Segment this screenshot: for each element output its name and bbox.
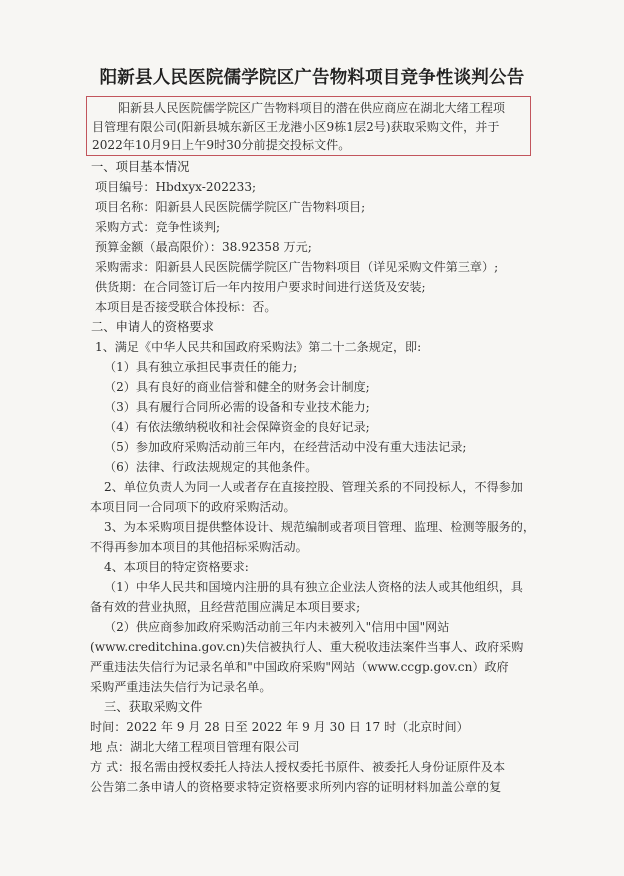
requirement-1-item: （2）具有良好的商业信誉和健全的财务会计制度; bbox=[104, 380, 370, 394]
requirement-1-item: （5）参加政府采购活动前三年内，在经营活动中没有重大违法记录; bbox=[104, 440, 467, 454]
requirement-4-item: 严重违法失信行为记录名单和"中国政府采购"网站（www.ccgp.gov.cn）政府 bbox=[90, 660, 509, 674]
notice-line: 2022年10月9日上午9时30分前提交投标文件。 bbox=[92, 138, 351, 152]
acquisition-time: 时间：2022 年 9 月 28 日至 2022 年 9 月 30 日 17 时（北京时间） bbox=[90, 720, 469, 734]
joint-bid: 本项目是否接受联合体投标：否。 bbox=[95, 300, 277, 314]
acquisition-place: 地 点：湖北大绪工程项目管理有限公司 bbox=[90, 740, 300, 754]
requirement-1-item: （3）具有履行合同所必需的设备和专业技术能力; bbox=[104, 400, 370, 414]
notice-line: 阳新县人民医院儒学院区广告物料项目的潜在供应商应在湖北大绪工程项 bbox=[118, 101, 506, 115]
section-heading-3: 三、获取采购文件 bbox=[104, 700, 203, 714]
requirement-3: 不得再参加本项目的其他招标采购活动。 bbox=[90, 540, 308, 554]
acquisition-method: 方 式：报名需由授权委托人持法人授权委托书原件、被委托人身份证原件及本 bbox=[90, 760, 506, 774]
requirement-4: 4、本项目的特定资格要求: bbox=[104, 560, 249, 574]
requirement-1-item: （6）法律、行政法规规定的其他条件。 bbox=[104, 460, 318, 474]
project-number: 项目编号：Hbdxyx-202233; bbox=[95, 180, 257, 194]
requirement-1: 1、满足《中华人民共和国政府采购法》第二十二条规定，即: bbox=[95, 340, 422, 354]
requirement-3: 3、为本采购项目提供整体设计、规范编制或者项目管理、监理、检测等服务的， bbox=[104, 520, 535, 534]
requirement-4-item: (www.creditchina.gov.cn)失信被执行人、重大税收违法案件当事人、政府采购 bbox=[90, 640, 524, 654]
requirement-2: 2、单位负责人为同一人或者存在直接控股、管理关系的不同投标人，不得参加 bbox=[104, 480, 523, 494]
supply-period: 供货期：在合同签订后一年内按用户要求时间进行送货及安装; bbox=[95, 280, 426, 294]
requirement-4-item: 采购严重违法失信行为记录名单。 bbox=[90, 680, 272, 694]
section-heading-2: 二、申请人的资格要求 bbox=[91, 320, 214, 334]
requirement-4-item: （2）供应商参加政府采购活动前三年内未被列入"信用中国"网站 bbox=[104, 620, 450, 634]
project-name: 项目名称：阳新县人民医院儒学院区广告物料项目; bbox=[95, 200, 366, 214]
requirement-2: 本项目同一合同项下的政府采购活动。 bbox=[90, 500, 296, 514]
requirement-1-item: （1）具有独立承担民事责任的能力; bbox=[104, 360, 298, 374]
page-title: 阳新县人民医院儒学院区广告物料项目竞争性谈判公告 bbox=[99, 68, 525, 88]
budget-amount: 预算金额（最高限价）：38.92358 万元; bbox=[95, 240, 312, 254]
acquisition-method: 公告第二条申请人的资格要求特定资格要求所列内容的证明材料加盖公章的复 bbox=[90, 780, 502, 794]
section-heading-1: 一、项目基本情况 bbox=[91, 160, 190, 174]
requirement-4-item: 备有效的营业执照，且经营范围应满足本项目要求; bbox=[90, 600, 361, 614]
procurement-method: 采购方式：竞争性谈判; bbox=[95, 220, 221, 234]
requirement-1-item: （4）有依法缴纳税收和社会保障资金的良好记录; bbox=[104, 420, 370, 434]
requirement-4-item: （1）中华人民共和国境内注册的具有独立企业法人资格的法人或其他组织，具 bbox=[104, 580, 523, 594]
procurement-requirement: 采购需求：阳新县人民医院儒学院区广告物料项目（详见采购文件第三章）; bbox=[95, 260, 499, 274]
notice-line: 目管理有限公司(阳新县城东新区王龙港小区9栋1层2号)获取采购文件，并于 bbox=[92, 120, 500, 134]
